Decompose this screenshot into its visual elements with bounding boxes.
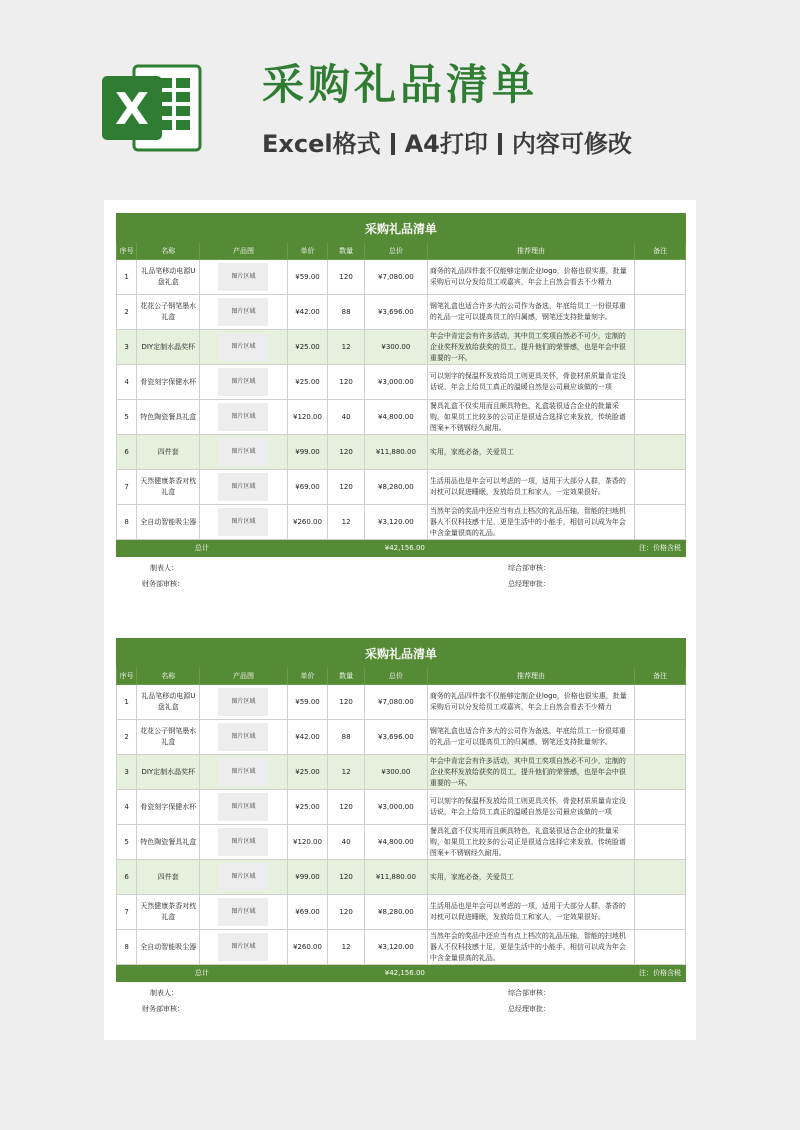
subtitle-print: A4打印: [404, 130, 488, 158]
table-row: [117, 400, 686, 435]
excel-logo-icon: [100, 60, 204, 156]
subtitle-format: Excel格式: [262, 130, 381, 158]
finance-label: 财务部审核：: [142, 1005, 184, 1013]
unit-price: ¥25.00: [287, 365, 328, 400]
line-total: ¥300.00: [364, 755, 427, 790]
unit-price: ¥25.00: [287, 790, 328, 825]
table-row: [117, 895, 686, 930]
column-header: 单价: [287, 243, 328, 260]
subtitle-editable: 内容可修改: [511, 130, 632, 158]
remark-cell: [635, 470, 686, 505]
product-name: 礼品笔移动电源U盘礼盒: [137, 260, 200, 295]
row-number: 1: [117, 260, 137, 295]
row-number: 8: [117, 930, 137, 965]
column-header: 序号: [117, 668, 137, 685]
unit-price: ¥69.00: [287, 895, 328, 930]
column-header: 单价: [287, 668, 328, 685]
table-title: 采购礼品清单: [117, 639, 686, 668]
row-number: 7: [117, 895, 137, 930]
product-name: DIY定制水晶奖杯: [137, 755, 200, 790]
product-image-cell: [200, 720, 287, 755]
product-name: 骨瓷刻字保健水杯: [137, 790, 200, 825]
image-placeholder: 图片区域: [218, 898, 268, 926]
unit-price: ¥42.00: [287, 720, 328, 755]
table-row: [117, 295, 686, 330]
unit-price: ¥59.00: [287, 685, 328, 720]
maker-label: 制表人：: [150, 989, 178, 997]
product-image-cell: [200, 930, 287, 965]
table-row: [117, 825, 686, 860]
table-row: [117, 755, 686, 790]
image-placeholder: 图片区域: [218, 863, 268, 891]
recommend-reason: 年会中肯定会有许多活动，其中员工奖项自然必不可少，定制的企业奖杯发放给获奖的员工，提升他们的荣誉感，也是年会中很重要的一环。: [427, 755, 634, 790]
line-total: ¥11,880.00: [364, 435, 427, 470]
quantity: 120: [328, 685, 365, 720]
recommend-reason: 可以刻字的保温杯发放给员工则更具关怀，骨瓷材质质量肯定没话说，年会上给员工真正的温暖自然是公司最应该做的一项: [427, 790, 634, 825]
unit-price: ¥260.00: [287, 505, 328, 540]
recommend-reason: 实用，家庭必备，关爱员工: [427, 860, 634, 895]
product-image-cell: [200, 895, 287, 930]
product-image-cell: [200, 790, 287, 825]
quantity: 12: [328, 330, 365, 365]
product-image-cell: [200, 330, 287, 365]
quantity: 120: [328, 895, 365, 930]
product-name: 花花公子钢笔墨水礼盒: [137, 720, 200, 755]
row-number: 8: [117, 505, 137, 540]
image-placeholder: 图片区域: [218, 758, 268, 786]
table-row: [117, 860, 686, 895]
remark-cell: [635, 685, 686, 720]
image-placeholder: 图片区域: [218, 828, 268, 856]
table-row: [117, 720, 686, 755]
maker-label: 制表人：: [150, 564, 178, 572]
signature-area: [116, 982, 686, 1016]
product-name: 全自动智能吸尘器: [137, 930, 200, 965]
line-total: ¥7,080.00: [364, 260, 427, 295]
product-image-cell: [200, 825, 287, 860]
image-placeholder: 图片区域: [218, 333, 268, 361]
image-placeholder: 图片区域: [218, 793, 268, 821]
table-row: [117, 330, 686, 365]
column-header: 总价: [364, 243, 427, 260]
general-dept-label: 综合部审核：: [508, 989, 550, 997]
image-placeholder: 图片区域: [218, 933, 268, 961]
quantity: 120: [328, 435, 365, 470]
line-total: ¥4,800.00: [364, 400, 427, 435]
column-header: 序号: [117, 243, 137, 260]
row-number: 4: [117, 365, 137, 400]
quantity: 12: [328, 505, 365, 540]
quantity: 120: [328, 790, 365, 825]
product-image-cell: [200, 505, 287, 540]
line-total: ¥4,800.00: [364, 825, 427, 860]
column-header: 总价: [364, 668, 427, 685]
row-number: 3: [117, 755, 137, 790]
row-number: 6: [117, 435, 137, 470]
general-dept-label: 综合部审核：: [508, 564, 550, 572]
logo-letter: X: [115, 84, 149, 135]
table-row: [117, 435, 686, 470]
remark-cell: [635, 720, 686, 755]
recommend-reason: 商务的礼品四件套不仅能够定制企业logo，价格也很实惠，批量采购后可以分发给员工或嘉宾，年会上自然会看去不少精力: [427, 260, 634, 295]
quantity: 88: [328, 295, 365, 330]
row-number: 2: [117, 720, 137, 755]
product-image-cell: [200, 470, 287, 505]
product-image-cell: [200, 400, 287, 435]
unit-price: ¥42.00: [287, 295, 328, 330]
image-placeholder: 图片区域: [218, 438, 268, 466]
image-placeholder: 图片区域: [218, 508, 268, 536]
subtitle-separator: [391, 133, 395, 155]
quantity: 40: [328, 400, 365, 435]
total-row: [117, 965, 686, 982]
product-name: 四件套: [137, 860, 200, 895]
line-total: ¥3,696.00: [364, 720, 427, 755]
image-placeholder: 图片区域: [218, 723, 268, 751]
row-number: 2: [117, 295, 137, 330]
unit-price: ¥120.00: [287, 400, 328, 435]
line-total: ¥11,880.00: [364, 860, 427, 895]
remark-cell: [635, 400, 686, 435]
remark-cell: [635, 895, 686, 930]
recommend-reason: 餐具礼盒不仅实用而且颇具特色，礼盒装很适合企业的批量采购，如果员工比较多的公司正是很适合选择它来发放，传统脸谱图案+不锈钢经久耐用。: [427, 400, 634, 435]
recommend-reason: 当然年会的奖品中还应当有点上档次的礼品压轴，智能的扫地机器人不仅科技感十足，更是生活中的小能手，相信可以成为年会中含金量很高的礼品。: [427, 505, 634, 540]
line-total: ¥3,120.00: [364, 930, 427, 965]
line-total: ¥3,696.00: [364, 295, 427, 330]
table-row: [117, 470, 686, 505]
table-row: [117, 930, 686, 965]
product-image-cell: [200, 860, 287, 895]
total-label: 总计: [117, 965, 288, 982]
unit-price: ¥120.00: [287, 825, 328, 860]
finance-label: 财务部审核：: [142, 580, 184, 588]
row-number: 3: [117, 330, 137, 365]
recommend-reason: 餐具礼盒不仅实用而且颇具特色，礼盒装很适合企业的批量采购，如果员工比较多的公司正是很适合选择它来发放，传统脸谱图案+不锈钢经久耐用。: [427, 825, 634, 860]
line-total: ¥3,000.00: [364, 365, 427, 400]
total-row: [117, 540, 686, 557]
table-row: [117, 260, 686, 295]
product-image-cell: [200, 260, 287, 295]
product-name: DIY定制水晶奖杯: [137, 330, 200, 365]
recommend-reason: 钢笔礼盒也适合许多大的公司作为备选，年底给员工一份很郑重的礼品一定可以提高员工的归属感，钢笔还支持批量刻字。: [427, 295, 634, 330]
column-header: 名称: [137, 243, 200, 260]
remark-cell: [635, 260, 686, 295]
quantity: 120: [328, 860, 365, 895]
column-header: 数量: [328, 243, 365, 260]
product-name: 花花公子钢笔墨水礼盒: [137, 295, 200, 330]
quantity: 120: [328, 470, 365, 505]
remark-cell: [635, 505, 686, 540]
product-name: 天然健康茶香对枕礼盒: [137, 895, 200, 930]
total-note: 注：价格含税: [427, 965, 685, 982]
column-header: 产品图: [200, 243, 287, 260]
row-number: 5: [117, 400, 137, 435]
table-row: [117, 365, 686, 400]
row-number: 5: [117, 825, 137, 860]
page-title: 采购礼品清单: [262, 60, 539, 109]
unit-price: ¥59.00: [287, 260, 328, 295]
quantity: 120: [328, 260, 365, 295]
column-header: 名称: [137, 668, 200, 685]
total-value: ¥42,156.00: [287, 965, 427, 982]
image-placeholder: 图片区域: [218, 473, 268, 501]
line-total: ¥3,120.00: [364, 505, 427, 540]
recommend-reason: 当然年会的奖品中还应当有点上档次的礼品压轴，智能的扫地机器人不仅科技感十足，更是生活中的小能手，相信可以成为年会中含金量很高的礼品。: [427, 930, 634, 965]
remark-cell: [635, 755, 686, 790]
unit-price: ¥25.00: [287, 330, 328, 365]
gift-table-block: [116, 213, 686, 591]
table-title: 采购礼品清单: [117, 214, 686, 243]
unit-price: ¥25.00: [287, 755, 328, 790]
line-total: ¥3,000.00: [364, 790, 427, 825]
line-total: ¥7,080.00: [364, 685, 427, 720]
recommend-reason: 商务的礼品四件套不仅能够定制企业logo，价格也很实惠，批量采购后可以分发给员工或嘉宾，年会上自然会看去不少精力: [427, 685, 634, 720]
image-placeholder: 图片区域: [218, 263, 268, 291]
page-subtitle: [262, 124, 632, 159]
table-row: [117, 790, 686, 825]
table-row: [117, 505, 686, 540]
column-header: 推荐理由: [427, 668, 634, 685]
product-name: 特色陶瓷餐具礼盒: [137, 825, 200, 860]
total-value: ¥42,156.00: [287, 540, 427, 557]
product-image-cell: [200, 685, 287, 720]
remark-cell: [635, 825, 686, 860]
subtitle-separator: [498, 133, 502, 155]
product-name: 特色陶瓷餐具礼盒: [137, 400, 200, 435]
manager-label: 总经理审批：: [508, 1005, 550, 1013]
unit-price: ¥99.00: [287, 860, 328, 895]
document-sheet: [104, 200, 696, 1040]
row-number: 7: [117, 470, 137, 505]
quantity: 40: [328, 825, 365, 860]
quantity: 12: [328, 755, 365, 790]
unit-price: ¥69.00: [287, 470, 328, 505]
recommend-reason: 生活用品也是年会可以考虑的一项，适用于大部分人群，茶香的对枕可以促进睡眠，发放给员工和家人，一定效果很好。: [427, 895, 634, 930]
remark-cell: [635, 295, 686, 330]
product-name: 骨瓷刻字保健水杯: [137, 365, 200, 400]
total-label: 总计: [117, 540, 288, 557]
column-header: 备注: [635, 668, 686, 685]
recommend-reason: 钢笔礼盒也适合许多大的公司作为备选，年底给员工一份很郑重的礼品一定可以提高员工的归属感，钢笔还支持批量刻字。: [427, 720, 634, 755]
image-placeholder: 图片区域: [218, 688, 268, 716]
line-total: ¥8,280.00: [364, 470, 427, 505]
signature-area: [116, 557, 686, 591]
gift-table: [116, 638, 686, 982]
total-note: 注：价格含税: [427, 540, 685, 557]
line-total: ¥300.00: [364, 330, 427, 365]
product-image-cell: [200, 755, 287, 790]
line-total: ¥8,280.00: [364, 895, 427, 930]
unit-price: ¥260.00: [287, 930, 328, 965]
remark-cell: [635, 330, 686, 365]
table-row: [117, 685, 686, 720]
image-placeholder: 图片区域: [218, 298, 268, 326]
row-number: 6: [117, 860, 137, 895]
recommend-reason: 生活用品也是年会可以考虑的一项，适用于大部分人群，茶香的对枕可以促进睡眠，发放给员工和家人，一定效果很好。: [427, 470, 634, 505]
row-number: 1: [117, 685, 137, 720]
remark-cell: [635, 790, 686, 825]
image-placeholder: 图片区域: [218, 368, 268, 396]
image-placeholder: 图片区域: [218, 403, 268, 431]
product-name: 天然健康茶香对枕礼盒: [137, 470, 200, 505]
remark-cell: [635, 860, 686, 895]
quantity: 88: [328, 720, 365, 755]
recommend-reason: 可以刻字的保温杯发放给员工则更具关怀，骨瓷材质质量肯定没话说，年会上给员工真正的温暖自然是公司最应该做的一项: [427, 365, 634, 400]
recommend-reason: 年会中肯定会有许多活动，其中员工奖项自然必不可少，定制的企业奖杯发放给获奖的员工，提升他们的荣誉感，也是年会中很重要的一环。: [427, 330, 634, 365]
quantity: 12: [328, 930, 365, 965]
column-header: 备注: [635, 243, 686, 260]
quantity: 120: [328, 365, 365, 400]
product-image-cell: [200, 295, 287, 330]
product-name: 全自动智能吸尘器: [137, 505, 200, 540]
manager-label: 总经理审批：: [508, 580, 550, 588]
column-header: 推荐理由: [427, 243, 634, 260]
unit-price: ¥99.00: [287, 435, 328, 470]
column-header: 数量: [328, 668, 365, 685]
poster-header: [0, 0, 800, 190]
row-number: 4: [117, 790, 137, 825]
column-header: 产品图: [200, 668, 287, 685]
recommend-reason: 实用，家庭必备，关爱员工: [427, 435, 634, 470]
gift-table-block: [116, 638, 686, 1016]
product-image-cell: [200, 365, 287, 400]
product-name: 四件套: [137, 435, 200, 470]
remark-cell: [635, 435, 686, 470]
gift-table: [116, 213, 686, 557]
product-name: 礼品笔移动电源U盘礼盒: [137, 685, 200, 720]
remark-cell: [635, 365, 686, 400]
remark-cell: [635, 930, 686, 965]
product-image-cell: [200, 435, 287, 470]
